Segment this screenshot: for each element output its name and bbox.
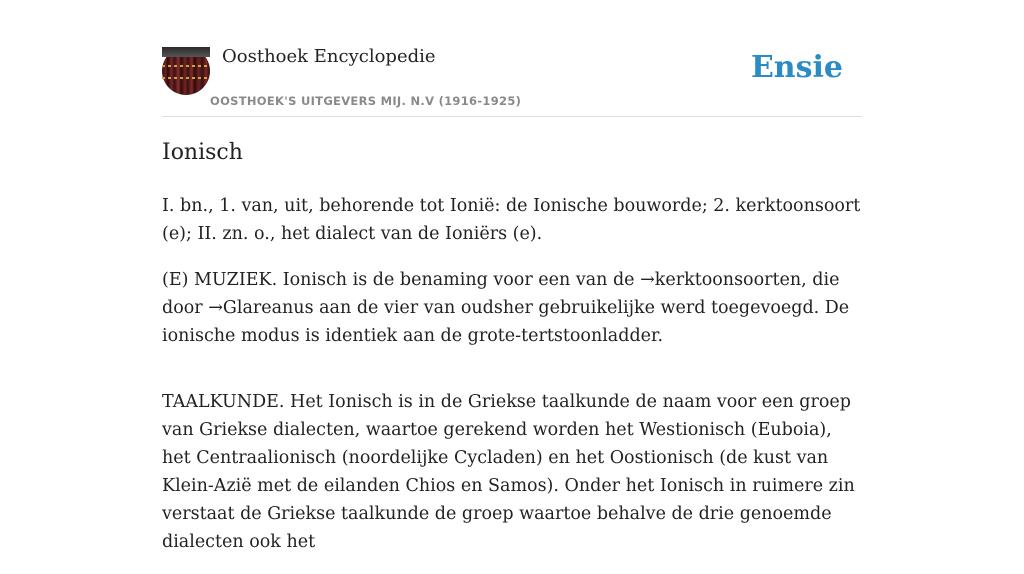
ensie-logo-link[interactable]: Ensie [750,50,843,85]
definition-paragraph: I. bn., 1. van, uit, behorende tot Ionië: de Ionische bouworde; 2. kerktoonsoort (e); II. zn. o., het dialect van de Ioniërs (e). [162,196,861,244]
kerktoonsoorten-link[interactable]: →kerktoonsoorten [640,270,802,290]
book-spines-icon[interactable] [162,47,210,95]
site-name[interactable]: Oosthoek Encyclopedie [222,46,436,67]
page-title: Ionisch [162,140,243,165]
article-body [162,192,862,574]
publisher-label: OOSTHOEK'S UITGEVERS MIJ. N.V (1916-1925) [210,94,522,108]
music-text-3: aan de vier van oudsher gebruikelijke werd toegevoegd. De ionische modus is identiek aan de grote-tertstoonladder. [162,298,850,346]
music-paragraph [162,266,862,350]
music-text-2: , die door [162,270,840,318]
glareanus-link[interactable]: →Glareanus [208,298,314,318]
page-container [162,0,862,552]
linguistics-paragraph: TAALKUNDE. Het Ionisch is in de Griekse taalkunde de naam voor een groep van Griekse dialecten, waartoe gerekend worden het Westionisch (Euboia), het Centraalionisch (noordelijke Cycladen) en het Oostionisch (de kust van Klein-Azië met de eilanden Chios en Samos). Onder het Ionisch in ruimere zin verstaat de Griekse taalkunde de groep waartoe behalve de drie genoemde dialecten ook het [162,392,855,552]
site-header [162,0,862,117]
music-text-1: (E) MUZIEK. Ionisch is de benaming voor een van de [162,270,641,290]
